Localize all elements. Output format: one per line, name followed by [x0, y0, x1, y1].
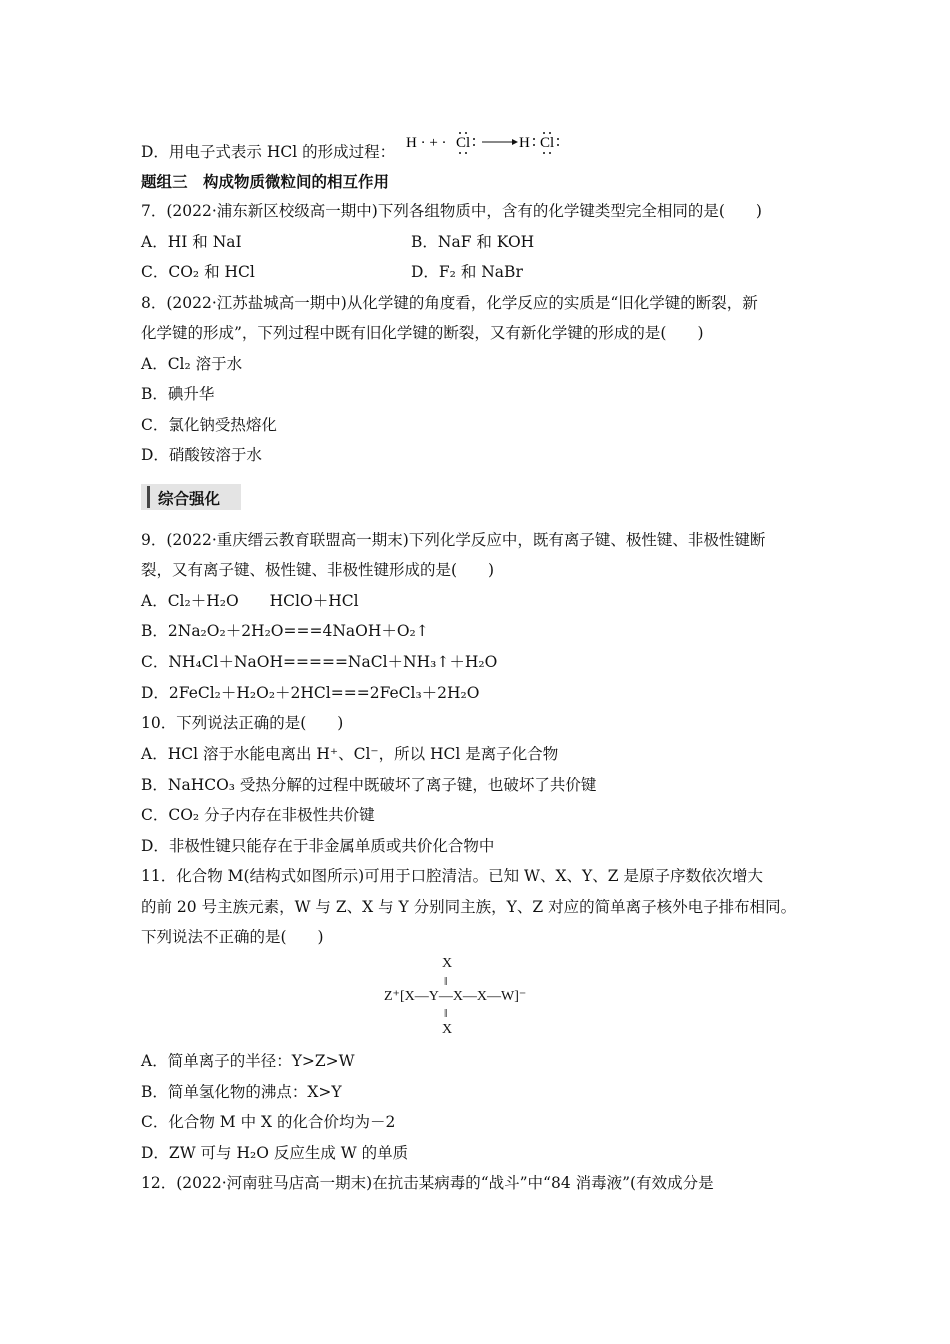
q10-option-b: B．NaHCO₃ 受热分解的过程中既破坏了离子键，也破坏了共价键: [141, 776, 597, 794]
group3-title: 题组三 构成物质微粒间的相互作用: [141, 173, 390, 191]
svg-text:H · + ·: H · + ·: [406, 135, 447, 151]
structure-top-atom: X: [442, 956, 453, 971]
q9-stem-line1: 9．(2022·重庆缙云教育联盟高一期末)下列化学反应中，既有离子键、极性键、非极性键断: [141, 531, 766, 549]
q11-stem-line3: 下列说法不正确的是( ): [141, 928, 324, 946]
structure-main-row: Z⁺[X—Y—X—X—W]⁻: [384, 989, 527, 1004]
section-banner-bar: [147, 486, 150, 508]
q7-stem: 7．(2022·浦东新区校级高一期中)下列各组物质中，含有的化学键类型完全相同的是( ): [141, 202, 762, 220]
q8-stem-line1: 8．(2022·江苏盐城高一期中)从化学键的角度看，化学反应的实质是“旧化学键的断裂，新: [141, 294, 758, 312]
svg-text:H: H: [519, 135, 530, 151]
structure-formula: [380, 952, 580, 1042]
q9-option-d: D．2FeCl₂＋H₂O₂＋2HCl===2FeCl₃＋2H₂O: [141, 684, 480, 702]
q8-option-d: D．硝酸铵溶于水: [141, 446, 262, 464]
q7-option-d: D．F₂ 和 NaBr: [411, 263, 523, 281]
structure-bottom-atom: X: [442, 1022, 453, 1037]
q8-option-b: B．碘升华: [141, 385, 215, 403]
q11-stem-line2: 的前 20 号主族元素，W 与 Z、X 与 Y 分别同主族，Y、Z 对应的简单离子核外电子排布相同。: [141, 898, 797, 916]
q10-option-d: D．非极性键只能存在于非金属单质或共价化合物中: [141, 837, 495, 855]
q11-option-b: B．简单氢化物的沸点：X>Y: [141, 1083, 342, 1101]
svg-text:Cl: Cl: [540, 135, 555, 151]
double-bond-bottom-icon: ‖: [444, 1006, 448, 1020]
q9-option-a: A．Cl₂＋H₂O HClO＋HCl: [141, 592, 359, 610]
q12-stem-line1: 12．(2022·河南驻马店高一期末)在抗击某病毒的“战斗”中“84 消毒液”(有效成分是: [141, 1174, 714, 1192]
q8-option-c: C．氯化钠受热熔化: [141, 416, 277, 434]
q10-stem: 10．下列说法正确的是( ): [141, 714, 344, 732]
electron-formula: [406, 130, 576, 160]
q9-stem-line2: 裂，又有离子键、极性键、非极性键形成的是( ): [141, 561, 495, 579]
q10-option-a: A．HCl 溶于水能电离出 H⁺、Cl⁻，所以 HCl 是离子化合物: [141, 745, 559, 763]
double-bond-top-icon: ‖: [444, 974, 448, 988]
q7-option-a: A．HI 和 NaI: [141, 233, 242, 251]
electron-formula-diagram: [406, 130, 576, 160]
svg-text:Cl: Cl: [456, 135, 471, 151]
q11-option-d: D．ZW 可与 H₂O 反应生成 W 的单质: [141, 1144, 409, 1162]
q7-option-b: B．NaF 和 KOH: [411, 233, 535, 251]
q8-stem-line2: 化学键的形成”，下列过程中既有旧化学键的断裂，又有新化学键的形成的是( ): [141, 324, 704, 342]
q7-option-c: C．CO₂ 和 HCl: [141, 263, 255, 281]
section-title: 综合强化: [158, 490, 221, 508]
q11-option-a: A．简单离子的半径：Y>Z>W: [141, 1052, 355, 1070]
q8-option-a: A．Cl₂ 溶于水: [141, 355, 243, 373]
q11-stem-line1: 11．化合物 M(结构式如图所示)可用于口腔清洁。已知 W、X、Y、Z 是原子序数依次增大: [141, 867, 763, 885]
q9-option-c: C．NH₄Cl＋NaOH=====NaCl＋NH₃↑＋H₂O: [141, 653, 498, 671]
q6-option-d-label: D．用电子式表示 HCl 的形成过程：: [141, 143, 396, 161]
q10-option-c: C．CO₂ 分子内存在非极性共价键: [141, 806, 375, 824]
q6-option-d: [141, 142, 395, 162]
q9-option-b: B．2Na₂O₂＋2H₂O===4NaOH＋O₂↑: [141, 622, 429, 640]
q11-option-c: C．化合物 M 中 X 的化合价均为－2: [141, 1113, 396, 1131]
